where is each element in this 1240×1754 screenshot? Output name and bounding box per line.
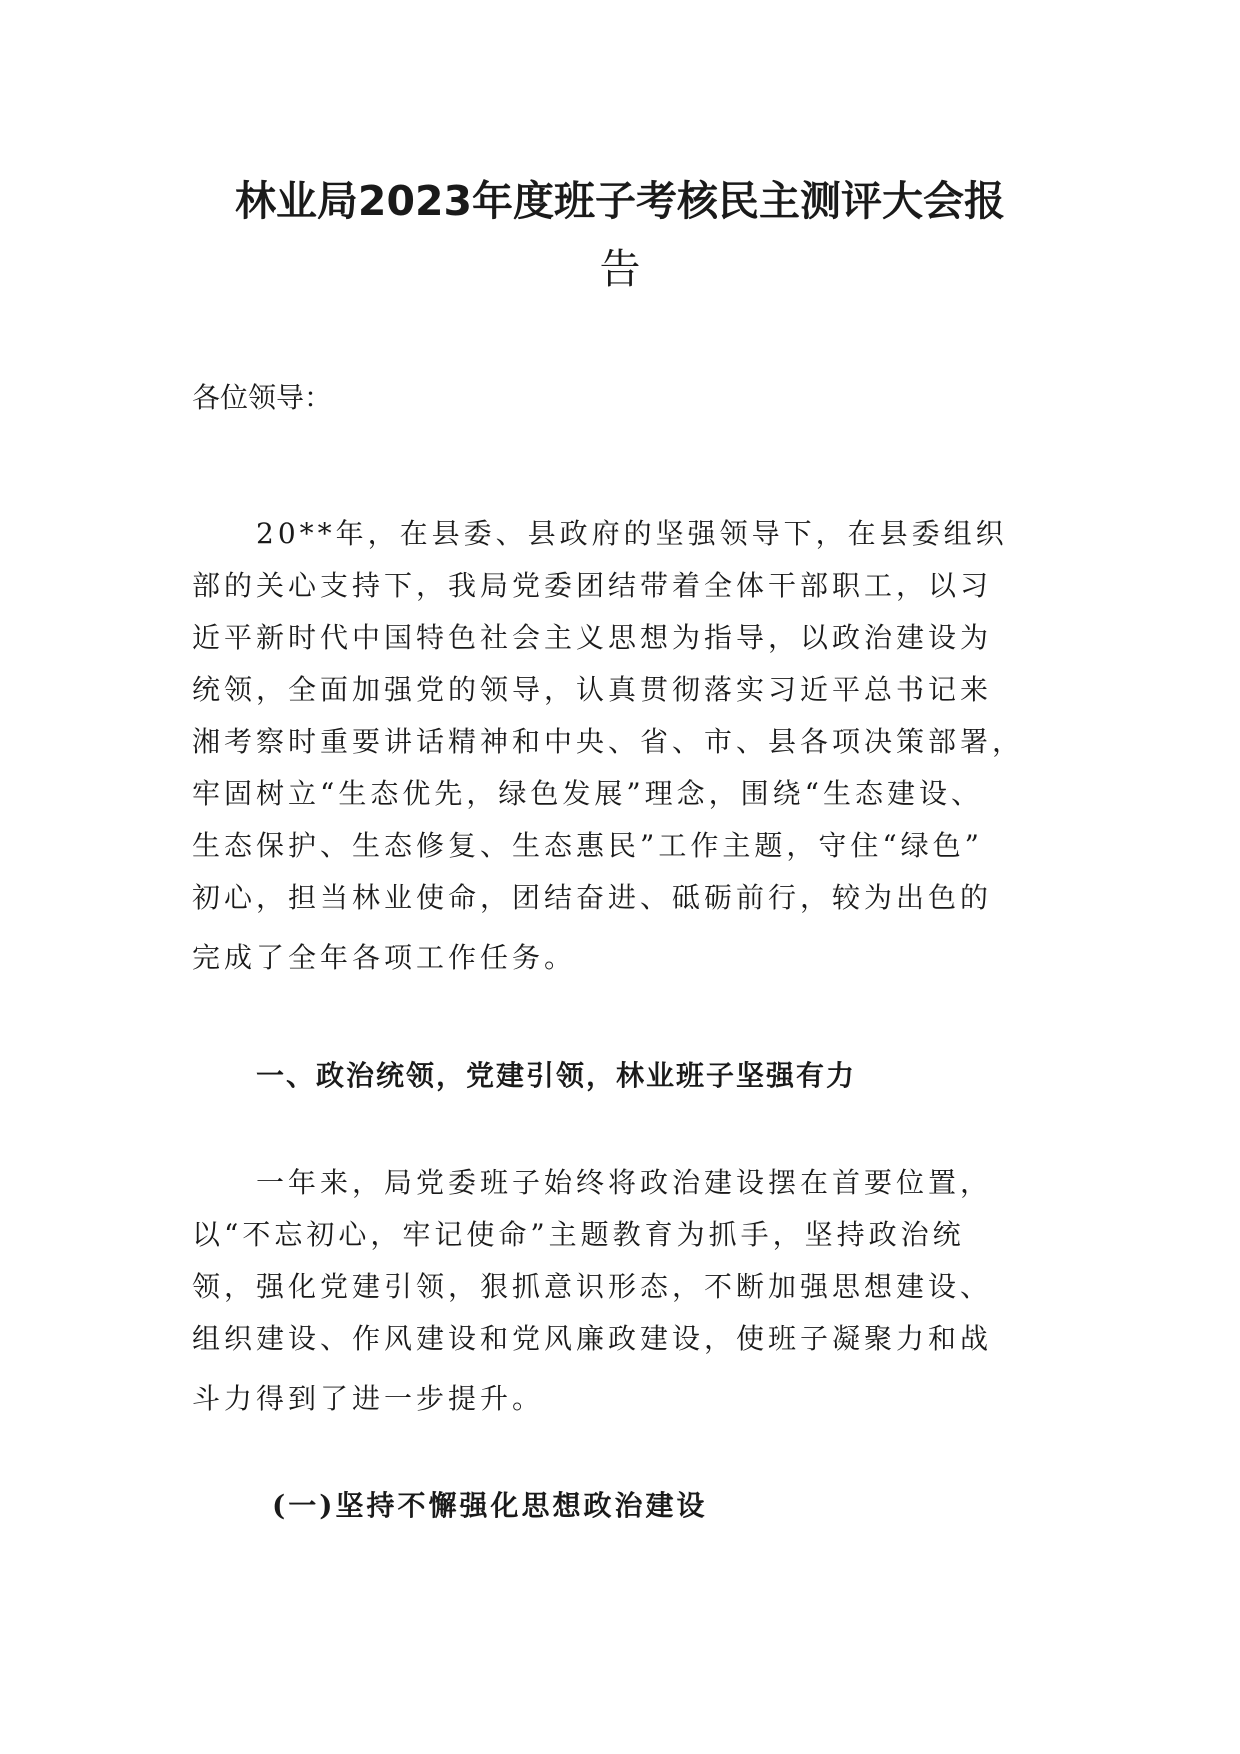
text-line: 以“不忘初心，牢记使命”主题教育为抓手，坚持政治统: [192, 1218, 965, 1251]
text-line: 生态保护、生态修复、生态惠民”工作主题，守住“绿色”: [192, 829, 983, 862]
text-line: 牢固树立“生态优先，绿色发展”理念，围绕“生态建设、: [192, 777, 983, 810]
text-line: 完成了全年各项工作任务。: [192, 941, 577, 974]
text-line: 20**年，在县委、县政府的坚强领导下，在县委组织: [256, 517, 1008, 550]
text-line: 初心，担当林业使命，团结奋进、砥砺前行，较为出色的: [192, 881, 993, 914]
subsection-heading-1: (一)坚持不懈强化思想政治建设: [272, 1489, 708, 1522]
intro-paragraph: [192, 508, 1072, 984]
text-line: 统领，全面加强党的领导，认真贯彻落实习近平总书记来: [192, 673, 993, 706]
text-line: 部的关心支持下，我局党委团结带着全体干部职工，以习: [192, 569, 993, 602]
section-heading-1: 一、政治统领，党建引领，林业班子坚强有力: [256, 1059, 857, 1092]
text-line: 组织建设、作风建设和党风廉政建设，使班子凝聚力和战: [192, 1322, 993, 1355]
text-line: 领，强化党建引领，狠抓意识形态，不断加强思想建设、: [192, 1270, 993, 1303]
salutation: 各位领导：: [192, 381, 333, 414]
text-line: 近平新时代中国特色社会主义思想为指导，以政治建设为: [192, 621, 993, 654]
document-title-line-1: 林业局2023年度班子考核民主测评大会报: [234, 177, 1006, 225]
text-line: 一年来，局党委班子始终将政治建设摆在首要位置，: [256, 1166, 993, 1199]
text-line: 湘考察时重要讲话精神和中央、省、市、县各项决策部署，: [192, 725, 1025, 758]
text-line: 斗力得到了进一步提升。: [192, 1382, 545, 1415]
section-1-paragraph: [192, 1157, 1072, 1425]
document-title-line-2: 告: [599, 245, 641, 293]
